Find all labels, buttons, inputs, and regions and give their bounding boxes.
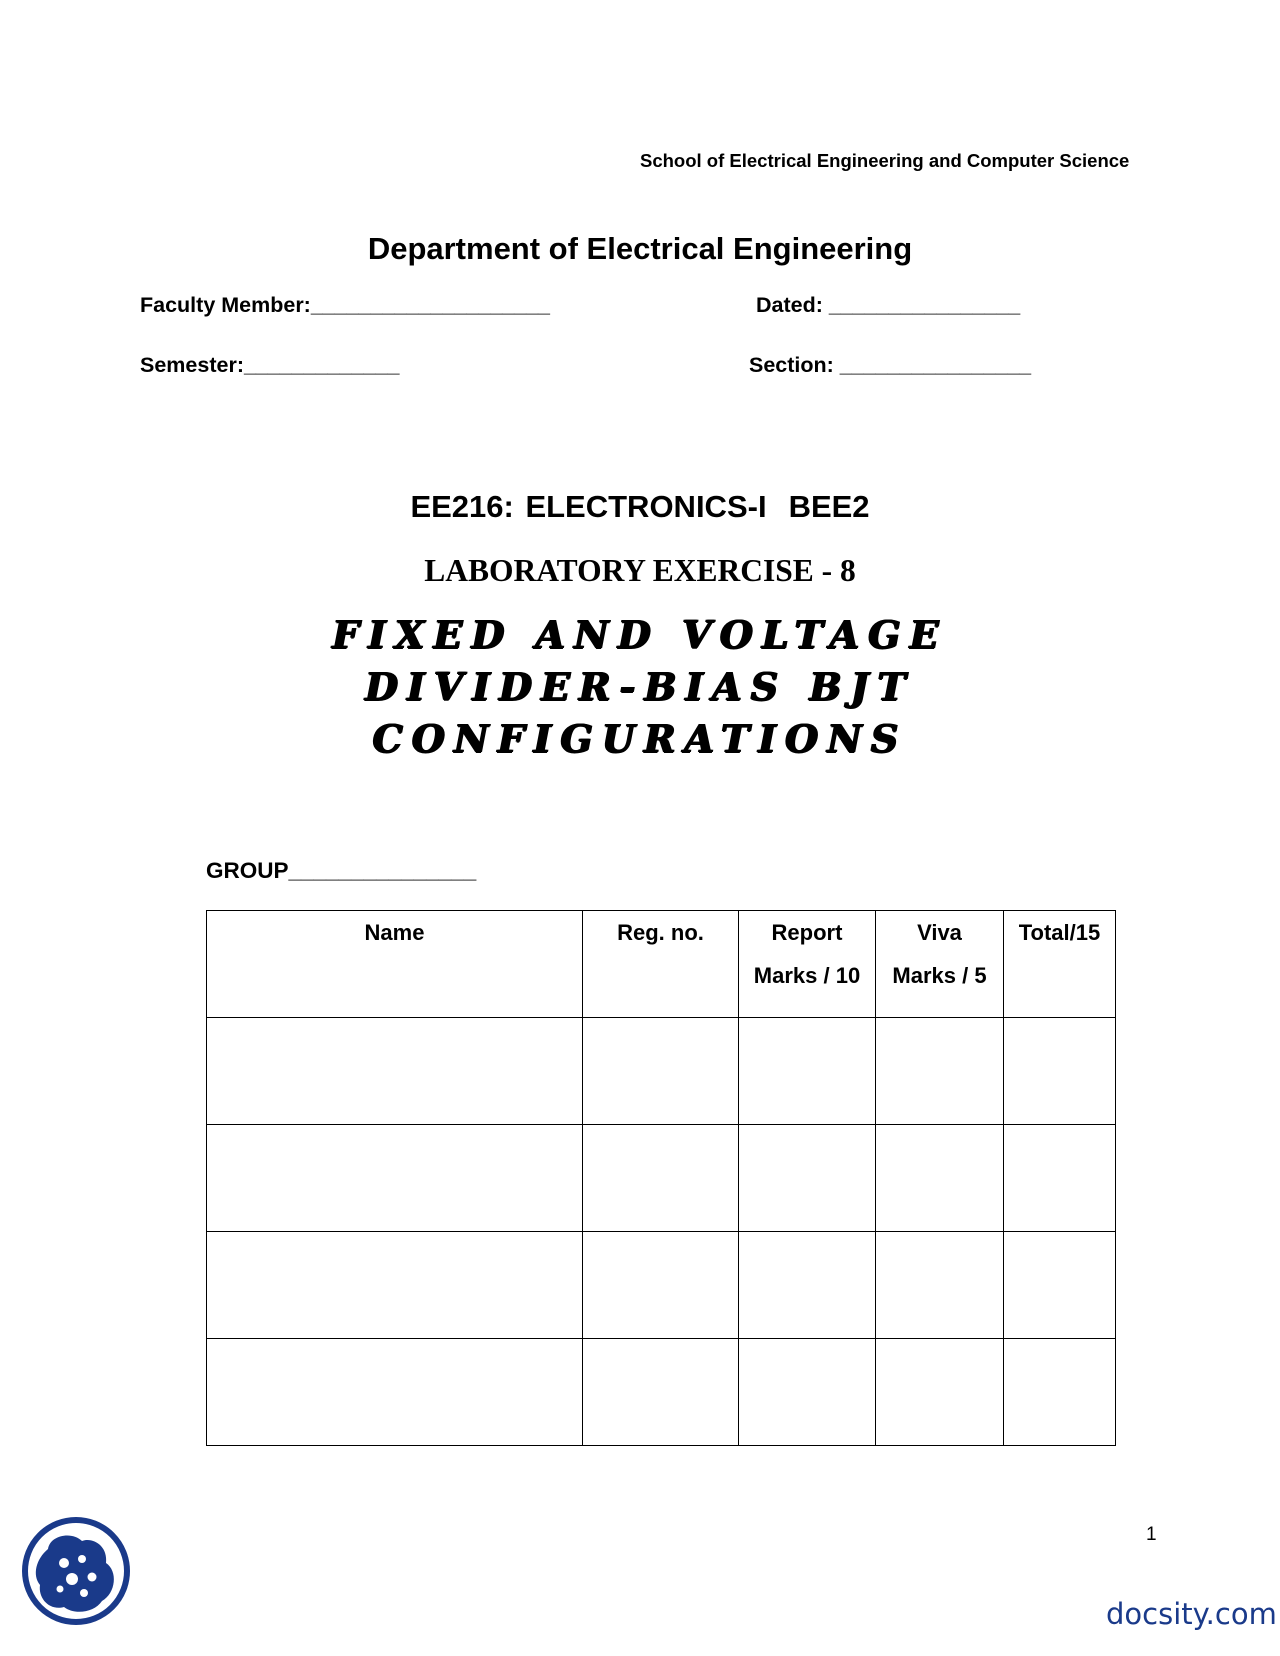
cell-reg-no[interactable] (583, 1232, 739, 1339)
cell-viva-marks[interactable] (876, 1232, 1004, 1339)
lab-exercise-title: LABORATORY EXERCISE - 8 (424, 553, 856, 588)
header-viva-marks: Viva Marks / 5 (876, 911, 1004, 1018)
dated-field: Dated: ________________ (756, 293, 1021, 317)
course-heading (0, 489, 1280, 525)
table-row (207, 1018, 1116, 1125)
cell-report-marks[interactable] (739, 1339, 876, 1446)
course-class: BEE2 (788, 489, 870, 524)
lab-title-line-1: FIXED AND VOLTAGE (332, 612, 948, 657)
cell-name[interactable] (207, 1232, 583, 1339)
cell-viva-marks[interactable] (876, 1125, 1004, 1232)
section-field: Section: ________________ (749, 353, 1032, 377)
cell-viva-marks[interactable] (876, 1018, 1004, 1125)
page-number: 1 (1146, 1524, 1157, 1545)
lab-title-line-2: DIVIDER-BIAS BJT (365, 664, 915, 709)
group-field: GROUP_______________ (206, 858, 477, 883)
cell-reg-no[interactable] (583, 1339, 739, 1446)
lab-title-line-3: CONFIGURATIONS (372, 716, 908, 761)
table-header-row (207, 911, 1116, 1018)
marks-table (206, 910, 1116, 1446)
header-reg-no: Reg. no. (583, 911, 739, 1018)
cell-total[interactable] (1004, 1339, 1116, 1446)
cell-viva-marks[interactable] (876, 1339, 1004, 1446)
header-total: Total/15 (1004, 911, 1116, 1018)
cell-name[interactable] (207, 1018, 583, 1125)
docsity-watermark[interactable]: docsity.com (1106, 1597, 1277, 1631)
department-title: Department of Electrical Engineering (367, 231, 913, 266)
cell-name[interactable] (207, 1339, 583, 1446)
table-row (207, 1125, 1116, 1232)
table-row (207, 1232, 1116, 1339)
cell-report-marks[interactable] (739, 1232, 876, 1339)
semester-field: Semester:_____________ (140, 353, 400, 377)
header-report-marks: Report Marks / 10 (739, 911, 876, 1018)
school-name: School of Electrical Engineering and Computer Science (640, 150, 1130, 171)
table-row (207, 1339, 1116, 1446)
cell-total[interactable] (1004, 1125, 1116, 1232)
cell-reg-no[interactable] (583, 1125, 739, 1232)
cell-report-marks[interactable] (739, 1018, 876, 1125)
cell-report-marks[interactable] (739, 1125, 876, 1232)
cell-total[interactable] (1004, 1232, 1116, 1339)
docsity-logo-icon (20, 1515, 132, 1627)
faculty-member-field: Faculty Member:____________________ (140, 293, 550, 317)
course-code: EE216: ELECTRONICS-I (410, 489, 767, 524)
cell-total[interactable] (1004, 1018, 1116, 1125)
header-name: Name (207, 911, 583, 1018)
cell-reg-no[interactable] (583, 1018, 739, 1125)
cell-name[interactable] (207, 1125, 583, 1232)
